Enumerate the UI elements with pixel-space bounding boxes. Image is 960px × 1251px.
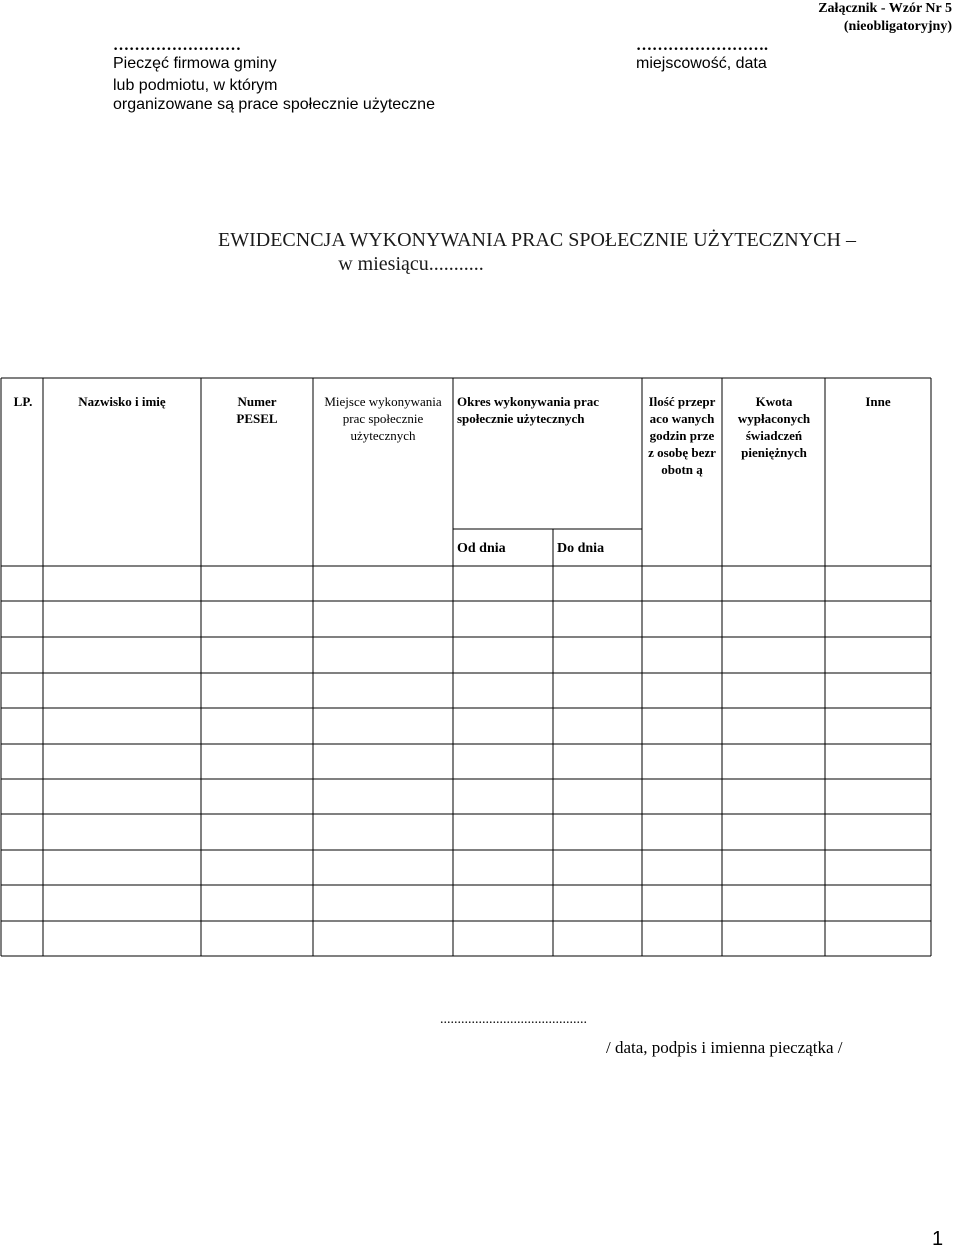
- annex-line-2: (nieobligatoryjny): [843, 19, 952, 34]
- annex-label: [818, 0, 952, 36]
- header-to-date: Do dnia: [557, 541, 605, 556]
- header-other: Inne: [865, 394, 891, 409]
- stamp-dots: ……………………: [113, 37, 241, 54]
- document-subtitle: w miesiącu...........: [338, 253, 484, 275]
- header-hours: Ilość przepraco wanych godzin przez osobę bezrobotn ą: [648, 394, 716, 477]
- annex-line-1: Załącznik - Wzór Nr 5: [818, 1, 952, 16]
- header-place: Miejsce wykonywania prac społecznie użytecznych: [324, 394, 442, 443]
- signature-label: / data, podpis i imienna pieczątka /: [606, 1038, 843, 1057]
- place-date-label: miejscowość, data: [636, 55, 767, 72]
- document-title: EWIDECNCJA WYKONYWANIA PRAC SPOŁECZNIE UŻYTECZNYCH –: [218, 229, 856, 251]
- header-from-date: Od dnia: [457, 541, 506, 556]
- company-stamp-block: [113, 38, 277, 73]
- stamp-line-2: lub podmiotu, w którym: [113, 77, 278, 94]
- stamp-line-1: Pieczęć firmowa gminy: [113, 55, 277, 72]
- header-period: Okres wykonywania prac społecznie użytecznych: [457, 394, 600, 426]
- header-lp: LP.: [13, 394, 33, 409]
- header-pesel: Numer PESEL: [236, 394, 278, 426]
- header-amount: Kwota wypłaconych świadczeń pieniężnych: [737, 394, 811, 460]
- place-date-block: [636, 38, 768, 73]
- place-date-dots: …………………….: [636, 37, 768, 54]
- signature-dots: ..........................................: [440, 1012, 587, 1027]
- header-name: Nazwisko i imię: [78, 394, 166, 409]
- page-number: 1: [932, 1228, 944, 1250]
- stamp-line-3: organizowane są prace społecznie użyteczne: [113, 96, 435, 113]
- stamp-continuation: [113, 76, 435, 114]
